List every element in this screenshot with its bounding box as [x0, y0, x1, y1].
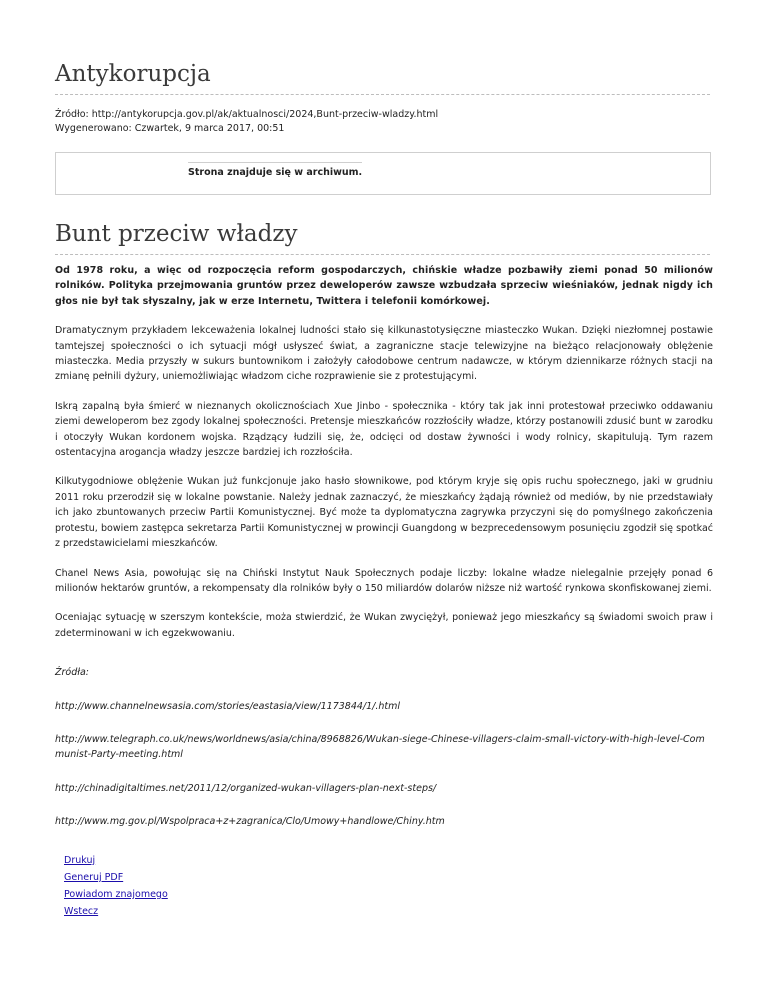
article-lead: Od 1978 roku, a więc od rozpoczęcia reform gospodarczych, chińskie władze pozbawiły ziemi ponad 50 milionów rolników. Polityka przejmowania gruntów przez deweloperów zawsze wzbudzała sprzeciw wieśniaków, jednak nigdy ich głos nie był tak słyszalny, jak w erze Internetu, Twittera i telefonii komórkowej.	[55, 265, 713, 307]
article-body	[55, 263, 713, 848]
site-title: Antykorupcja	[55, 61, 211, 87]
notify-friend-link[interactable]: Powiadom znajomego	[64, 889, 168, 900]
source-url-text: Źródło: http://antykorupcja.gov.pl/ak/aktualnosci/2024,Bunt-przeciw-wladzy.html	[55, 109, 439, 120]
article-paragraph: Dramatycznym przykładem lekceważenia lokalnej ludności stało się kilkunastotysięczne miasteczko Wukan. Dzięki niezłomnej postawie tamtejszej społeczności o ich sytuacji mógł usłyszeć świat, a zagraniczne stacje telewizyjne na bieżąco relacjonowały oblężenie miasteczka. Media przyszły w sukurs buntownikom i założyły całodobowe centrum nadawcze, w którym dziennikarze różnych stacji na zmianę pełnili dyżury, uniemożliwiając władzom ciche rozprawienie sie z protestującymi.	[55, 325, 713, 383]
source-url: http://www.mg.gov.pl/Wspolpraca+z+zagranica/Clo/Umowy+handlowe/Chiny.htm	[55, 816, 445, 828]
title-divider	[55, 94, 710, 95]
article-title: Bunt przeciw władzy	[55, 221, 298, 247]
generated-date-text: Wygenerowano: Czwartek, 9 marca 2017, 00:51	[55, 123, 285, 134]
archive-notice-box	[55, 152, 711, 195]
article-title-divider	[55, 254, 710, 255]
sources-title: Źródła:	[55, 667, 90, 679]
source-url: http://chinadigitaltimes.net/2011/12/organized-wukan-villagers-plan-next-steps/	[55, 782, 437, 794]
archive-notice: Strona znajduje się w archiwum.	[188, 162, 362, 178]
article-paragraph: Chanel News Asia, powołując się na Chiński Instytut Nauk Społecznych podaje liczby: lokalne władze nielegalnie przejęły ponad 6 milionów hektarów gruntów, a rekompensaty dla rolników były o 150 miliardów dolarów niższe niż wartość rynkowa skonfiskowanej ziemi.	[55, 567, 713, 594]
source-url: http://www.channelnewsasia.com/stories/eastasia/view/1173844/1/.html	[55, 700, 401, 712]
print-link[interactable]: Drukuj	[64, 855, 96, 866]
article-paragraph: Oceniając sytuację w szerszym kontekście, moża stwierdzić, że Wukan zwyciężył, ponieważ jego mieszkańcy są świadomi swoich praw i zdeterminowani w ich egzekwowaniu.	[55, 612, 713, 639]
article-paragraph: Kilkutygodniowe oblężenie Wukan już funkcjonuje jako hasło słownikowe, pod którym kryje się opis ruchu społecznego, jaki w grudniu 2011 roku przerodził się w lokalne powstanie. Należy jednak zaznaczyć, że mieszkańcy żądają również od mediów, by nie przedstawiały ich jako zbuntowanych przeciw Partii Komunistycznej. Być może ta dyplomatyczna zagrywka przyczyni się do pomyślnego zakończenia protestu, bowiem zastępca sekretarza Partii Komunistycznej w prowincji Guangdong w bezprecedensowym posunięciu zgodził się spotkać z przedstawicielami mieszkańców.	[55, 476, 713, 550]
page-actions	[64, 852, 168, 920]
source-url: http://www.telegraph.co.uk/news/worldnews/asia/china/8968826/Wukan-siege-Chinese-villagers-claim-small-victory-with-high-level-Communist-Party-meeting.html	[55, 733, 705, 761]
page-meta	[55, 108, 438, 136]
back-link[interactable]: Wstecz	[64, 906, 99, 917]
generate-pdf-link[interactable]: Generuj PDF	[64, 872, 124, 883]
sources-section	[55, 665, 713, 829]
article-paragraph: Iskrą zapalną była śmierć w nieznanych okolicznościach Xue Jinbo - społecznika - który tak jak inni protestował przeciwko oddawaniu ziemi deweloperom bez zgody lokalnej społeczności. Pretensje mieszkańców rozzłościły władze, którzy postanowili zdusić bunt w zarodku i otoczyły Wukan kordonem wojska. Rządzący łudzili się, że, odcięci od dostaw żywności i wody rolnicy, skapitulują. Tym razem ostentacyjna arogancja władzy jeszcze bardziej ich rozzłościła.	[55, 400, 713, 459]
